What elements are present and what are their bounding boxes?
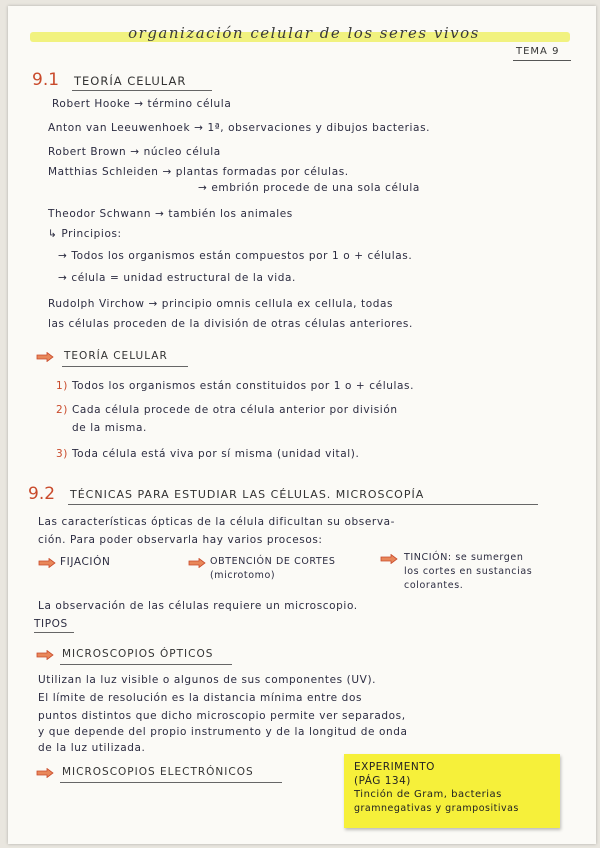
section-heading-teoria-celular: TEORÍA CELULAR xyxy=(74,74,187,88)
heading-underline xyxy=(72,90,212,91)
note-line: puntos distintos que dicho microscopio permite ver separados, xyxy=(38,710,406,722)
list-number: 1) xyxy=(56,380,68,392)
section-number-9-2: 9.2 xyxy=(28,484,56,504)
list-number: 2) xyxy=(56,404,68,416)
note-line: ción. Para poder observarla hay varios procesos: xyxy=(38,534,323,546)
arrow-bullet-icon xyxy=(188,558,206,568)
sticky-line: gramnegativas y grampositivas xyxy=(354,803,519,814)
sticky-line: Tinción de Gram, bacterias xyxy=(354,789,502,800)
note-line: El límite de resolución es la distancia mínima entre dos xyxy=(38,692,363,704)
sticky-line: (PÁG 134) xyxy=(354,775,411,787)
list-item xyxy=(56,448,359,460)
note-line: La observación de las células requiere un microscopio. xyxy=(38,600,358,612)
note-line: Theodor Schwann → también los animales xyxy=(48,208,293,220)
notebook-page xyxy=(8,6,596,844)
subheading-electronicos: MICROSCOPIOS ELECTRÓNICOS xyxy=(62,766,254,778)
section-heading-tecnicas: TÉCNICAS PARA ESTUDIAR LAS CÉLULAS. MICROSCOPÍA xyxy=(70,488,425,501)
section-number-9-1: 9.1 xyxy=(32,70,60,90)
subheading-underline xyxy=(60,664,232,665)
subheading-underline xyxy=(60,782,282,783)
note-line: ↳ Principios: xyxy=(48,228,122,240)
tema-label: TEMA 9 xyxy=(516,46,560,57)
arrow-bullet-icon xyxy=(38,558,56,568)
subheading-opticos: MICROSCOPIOS ÓPTICOS xyxy=(62,648,214,660)
arrow-bullet-icon xyxy=(36,650,54,660)
note-line: Matthias Schleiden → plantas formadas por células. xyxy=(48,166,349,178)
note-line: y que depende del propio instrumento y de la longitud de onda xyxy=(38,726,408,738)
list-text: de la misma. xyxy=(72,422,147,434)
tipos-label: TIPOS xyxy=(34,618,68,630)
process-tincion-note: los cortes en sustancias xyxy=(404,566,533,577)
note-line: Robert Hooke → término célula xyxy=(52,98,232,110)
note-line: Robert Brown → núcleo célula xyxy=(48,146,221,158)
page-title: organización celular de los seres vivos xyxy=(128,24,480,42)
list-item xyxy=(56,404,398,416)
list-item xyxy=(72,422,147,434)
note-line: → célula = unidad estructural de la vida. xyxy=(58,272,296,284)
process-fijacion: FIJACIÓN xyxy=(60,556,111,568)
list-number: 3) xyxy=(56,448,68,460)
sticky-note xyxy=(344,754,560,828)
list-item xyxy=(56,380,414,392)
arrow-bullet-icon xyxy=(380,554,398,564)
note-line: → embrión procede de una sola célula xyxy=(198,182,420,194)
note-line: las células proceden de la división de otras células anteriores. xyxy=(48,318,413,330)
note-line: Rudolph Virchow → principio omnis cellula ex cellula, todas xyxy=(48,298,394,310)
note-line: Anton van Leeuwenhoek → 1ª, observaciones y dibujos bacterias. xyxy=(48,122,431,134)
sticky-line: EXPERIMENTO xyxy=(354,761,435,773)
tipos-underline xyxy=(34,632,74,633)
process-cortes: OBTENCIÓN DE CORTES xyxy=(210,556,336,567)
list-text: Todos los organismos están constituidos por 1 o + células. xyxy=(71,380,415,392)
arrow-bullet-icon xyxy=(36,768,54,778)
list-text: Cada célula procede de otra célula anterior por división xyxy=(71,404,398,416)
subheading-teoria-celular: TEORÍA CELULAR xyxy=(64,350,168,362)
subheading-underline xyxy=(62,366,188,367)
note-line: de la luz utilizada. xyxy=(38,742,146,754)
process-tincion: TINCIÓN: se sumergen xyxy=(404,552,524,563)
note-line: → Todos los organismos están compuestos por 1 o + células. xyxy=(58,250,413,262)
process-cortes-note: (microtomo) xyxy=(210,570,276,581)
process-tincion-note: colorantes. xyxy=(404,580,464,591)
heading-underline xyxy=(68,504,538,505)
arrow-bullet-icon xyxy=(36,352,54,362)
note-line: Las características ópticas de la célula dificultan su observa- xyxy=(38,516,396,528)
list-text: Toda célula está viva por sí misma (unidad vital). xyxy=(71,448,360,460)
note-line: Utilizan la luz visible o algunos de sus componentes (UV). xyxy=(38,674,377,686)
tema-underline xyxy=(513,60,571,61)
